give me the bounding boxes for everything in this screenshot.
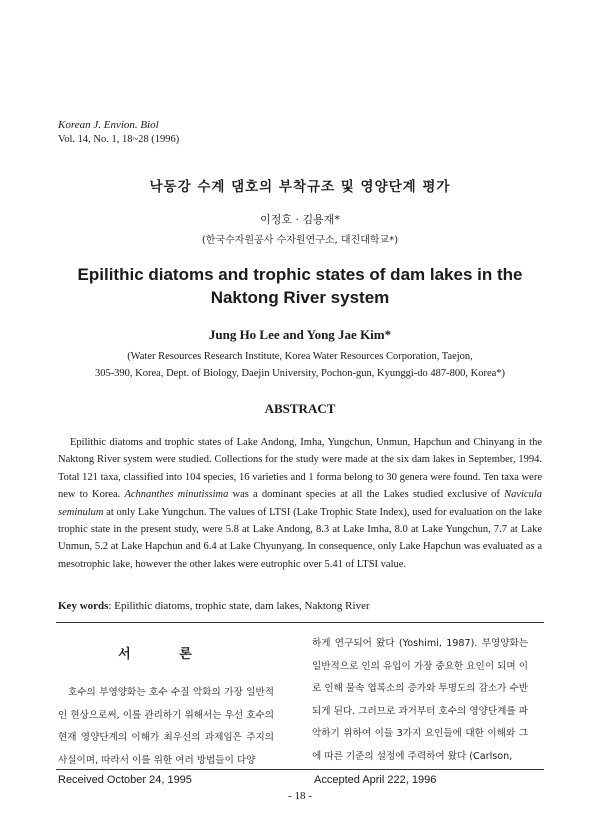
intro-left-column [58, 682, 274, 772]
affiliation-line-2: 305-390, Korea, Dept. of Biology, Daejin University, Pochon-gun, Kyunggi-do 487-800, Korea*) [94, 368, 506, 379]
received-date: Received October 24, 1995 [58, 774, 192, 786]
affiliation-line-1: (Water Resources Research Institute, Korea Water Resources Corporation, Taejon, [127, 351, 473, 362]
korean-authors: 이정호 · 김용재* [260, 213, 340, 226]
abstract-text-1: Epilithic diatoms and trophic states of Lake Andong, Imha, Yungchun, Unmun, Hapchun and Chinyang in the Naktong River system were studied. Collections for the study were made at the six dam lakes in September, 1994. Total 121 taxa, classified into 104 species, 16 varieties and 1 forma belong to 30 genera were found. Ten taxa were new to Korea. [58, 437, 542, 501]
abstract-body [58, 434, 542, 573]
divider [56, 622, 544, 623]
page-number: - 18 - [288, 790, 312, 802]
accepted-date: Accepted April 222, 1996 [314, 774, 437, 786]
korean-title: 낙동강 수계 댐호의 부착규조 및 영양단계 평가 [149, 179, 451, 195]
intro-right-column [312, 633, 528, 769]
footer-divider [56, 769, 544, 770]
species-name: Achnanthes minutissima [124, 489, 229, 501]
intro-paragraph: 호수의 부영양화는 호수 수질 악화의 가장 일반적인 현상으로써, 이를 관리하기 위해서는 우선 호수의 현재 영양단계의 이해가 최우선의 과제임은 주지의 사실이며, 따라서 이를 위한 여러 방법들이 다양 [58, 687, 274, 766]
keywords [58, 600, 548, 612]
section-heading-introduction: 서 론 [118, 647, 214, 662]
species-name: Navicula seminulum [58, 489, 542, 518]
keywords-text: : Epilithic diatoms, trophic state, dam lakes, Naktong River [108, 600, 370, 612]
english-authors: Jung Ho Lee and Yong Jae Kim* [208, 327, 392, 342]
abstract-text-2: was a dominant species at all the Lakes studied exclusive of [228, 489, 505, 501]
abstract-heading: ABSTRACT [264, 401, 336, 416]
korean-affiliation: (한국수자원공사 수자원연구소, 대진대학교*) [201, 235, 399, 246]
abstract-text-3: at only Lake Yungchun. The values of LTSI (Lake Trophic State Index), used for evaluation on the lake trophic state in the present study, were 5.8 at Lake Andong, 8.3 at Lake Imha, 8.0 at Lake Yungchun, 7.7 at Lake Unmun, 5.2 at Lake Hapchun and 6.4 at Lake Chyunyang. In consequence, only Lake Hapchun was evaluated as a mesotrophic lake, however the other lakes were eutrophic over 5.41 of LTSI value. [58, 506, 542, 570]
journal-volume: Vol. 14, No. 1, 18~28 (1996) [58, 134, 180, 145]
keywords-label: Key words [58, 600, 109, 612]
intro-paragraph: 하게 연구되어 왔다 (Yoshimi, 1987). 부영양화는 일반적으로 인의 유입이 가장 중요한 요인이 되며 이로 인해 물속 엽록소의 증가와 투명도의 감소가 수반되게 된다. 그러므로 과거부터 호수의 영양단계를 파악하기 위하여 이들 3가지 요인들에 대한 이해와 그에 따른 기준의 설정에 주력하여 왔다 (Carlson, [312, 638, 528, 762]
english-title: Epilithic diatoms and trophic states of dam lakes in the Naktong River system [77, 265, 523, 307]
english-affiliation [30, 348, 570, 382]
journal-name: Korean J. Envion. Biol [58, 119, 159, 131]
